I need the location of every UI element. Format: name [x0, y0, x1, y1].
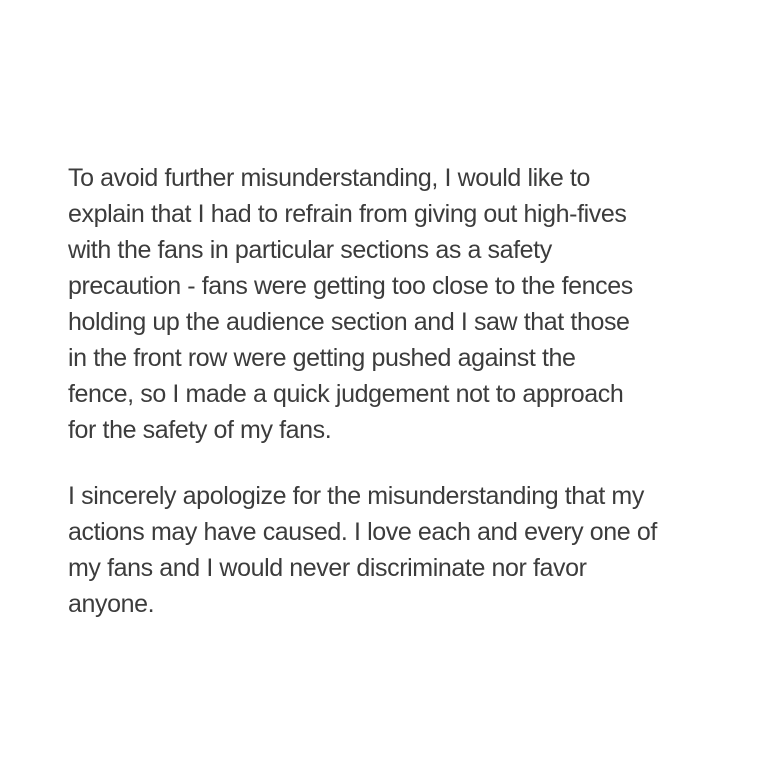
statement-line: precaution - fans were getting too close to the fences — [68, 272, 633, 300]
statement-line: holding up the audience section and I saw that those — [68, 308, 630, 336]
statement-line: explain that I had to refrain from giving out high-fives — [68, 200, 627, 228]
statement-line: actions may have caused. I love each and every one of — [68, 518, 657, 546]
statement-paragraph-1 — [68, 160, 728, 448]
statement-line: in the front row were getting pushed against the — [68, 344, 576, 372]
statement-paragraph-2 — [68, 478, 728, 622]
statement-line: with the fans in particular sections as a safety — [68, 236, 552, 264]
statement-line: I sincerely apologize for the misunderstanding that my — [68, 482, 644, 510]
statement-line: for the safety of my fans. — [68, 416, 332, 444]
statement-line: my fans and I would never discriminate nor favor — [68, 554, 587, 582]
statement-line: anyone. — [68, 590, 155, 618]
statement-line: fence, so I made a quick judgement not to approach — [68, 380, 624, 408]
statement-line: To avoid further misunderstanding, I would like to — [68, 164, 590, 192]
statement-text-block — [68, 160, 728, 652]
